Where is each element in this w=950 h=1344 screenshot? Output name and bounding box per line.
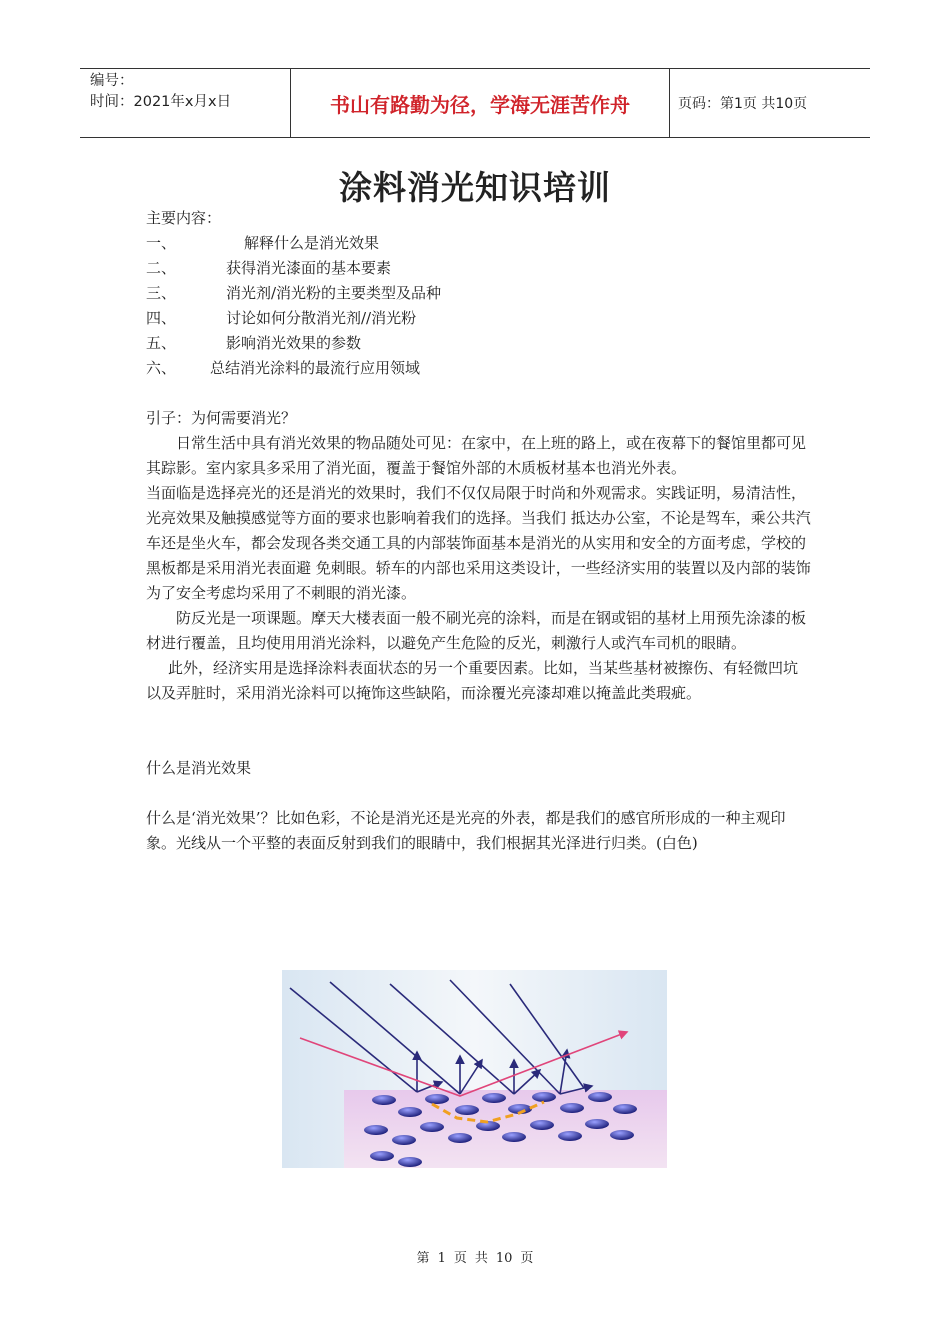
footer-total-number: 10 — [495, 1251, 513, 1266]
contents-list — [146, 231, 811, 381]
serial-label: 编号： — [90, 73, 134, 89]
page-footer — [0, 1247, 950, 1266]
document-title: 涂料消光知识培训 — [339, 168, 611, 207]
toc-number: 三、 — [146, 284, 177, 302]
intro-heading: 引子：为何需要消光？ — [146, 409, 297, 427]
intro-paragraph-2: 当面临是选择亮光的还是消光的效果时，我们不仅仅局限于时尚和外观需求。实践证明，易清洁性，光亮效果及触摸感觉等方面的要求也影响着我们的选择。当我们 抵达办公室，不论是驾车，乘公共汽车还是坐火车，都会发现各类交通工具的内部装饰面基本是消光的从实用和安全的方面考虑，学校的黑板都是采用消光表面避 免刺眼。轿车的内部也采用这类设计，一些经济实用的装置以及内部的装饰为了安全考虑均采用了不刺眼的消光漆。 — [146, 484, 811, 602]
intro-paragraph-3: 防反光是一项课题。摩天大楼表面一般不刷光亮的涂料，而是在钢或铝的基材上用预先涂漆的板材进行覆盖，且均使用用消光涂料，以避免产生危险的反光，刺激行人或汽车司机的眼睛。 — [146, 609, 807, 652]
document-body — [146, 206, 811, 856]
intro-paragraph-1: 日常生活中具有消光效果的物品随处可见：在家中，在上班的路上，或在夜幕下的餐馆里都可见其踪影。室内家具多采用了消光面，覆盖于餐馆外部的木质板材基本也消光外表。 — [146, 434, 807, 477]
toc-item — [146, 256, 811, 281]
footer-total-unit: 页 — [520, 1251, 534, 1266]
toc-item — [146, 331, 811, 356]
toc-number: 一、 — [146, 234, 177, 252]
toc-text: 获得消光漆面的基本要素 — [226, 259, 392, 277]
time-label: 时间：2021年x月x日 — [90, 94, 232, 110]
footer-page-number: 1 — [437, 1251, 446, 1266]
intro-paragraph-4: 此外，经济实用是选择涂料表面状态的另一个重要因素。比如，当某些基材被擦伤、有轻微凹坑以及弄脏时，采用消光涂料可以掩饰这些缺陷，而涂覆光亮漆却难以掩盖此类瑕疵。 — [146, 659, 799, 702]
footer-total-word: 共 — [474, 1251, 488, 1266]
toc-item — [146, 281, 811, 306]
toc-text: 总结消光涂料的最流行应用领域 — [210, 359, 421, 377]
toc-number: 四、 — [146, 309, 177, 327]
toc-number: 五、 — [146, 334, 177, 352]
gloss-reflection-diagram — [282, 970, 667, 1168]
footer-page-word: 第 — [416, 1251, 430, 1266]
page-label: 页码：第1页 共10页 — [678, 96, 808, 112]
section-heading: 什么是消光效果 — [146, 759, 252, 777]
toc-item — [146, 306, 811, 331]
footer-page-unit: 页 — [453, 1251, 467, 1266]
motto: 书山有路勤为径，学海无涯苦作舟 — [291, 69, 670, 137]
toc-text: 消光剂/消光粉的主要类型及品种 — [226, 284, 442, 302]
section-paragraph-1: 什么是‘消光效果’？比如色彩，不论是消光还是光亮的外表，都是我们的感官所形成的一种主观印象。光线从一个平整的表面反射到我们的眼睛中，我们根据其光泽进行归类。(白色) — [146, 809, 786, 852]
toc-text: 解释什么是消光效果 — [244, 234, 380, 252]
toc-item — [146, 356, 811, 381]
contents-heading: 主要内容： — [146, 209, 222, 227]
toc-item — [146, 231, 811, 256]
toc-number: 六、 — [146, 359, 177, 377]
toc-text: 讨论如何分散消光剂//消光粉 — [226, 309, 417, 327]
page-header — [80, 68, 870, 138]
header-info-cell — [80, 69, 291, 137]
toc-number: 二、 — [146, 259, 177, 277]
toc-text: 影响消光效果的参数 — [226, 334, 362, 352]
